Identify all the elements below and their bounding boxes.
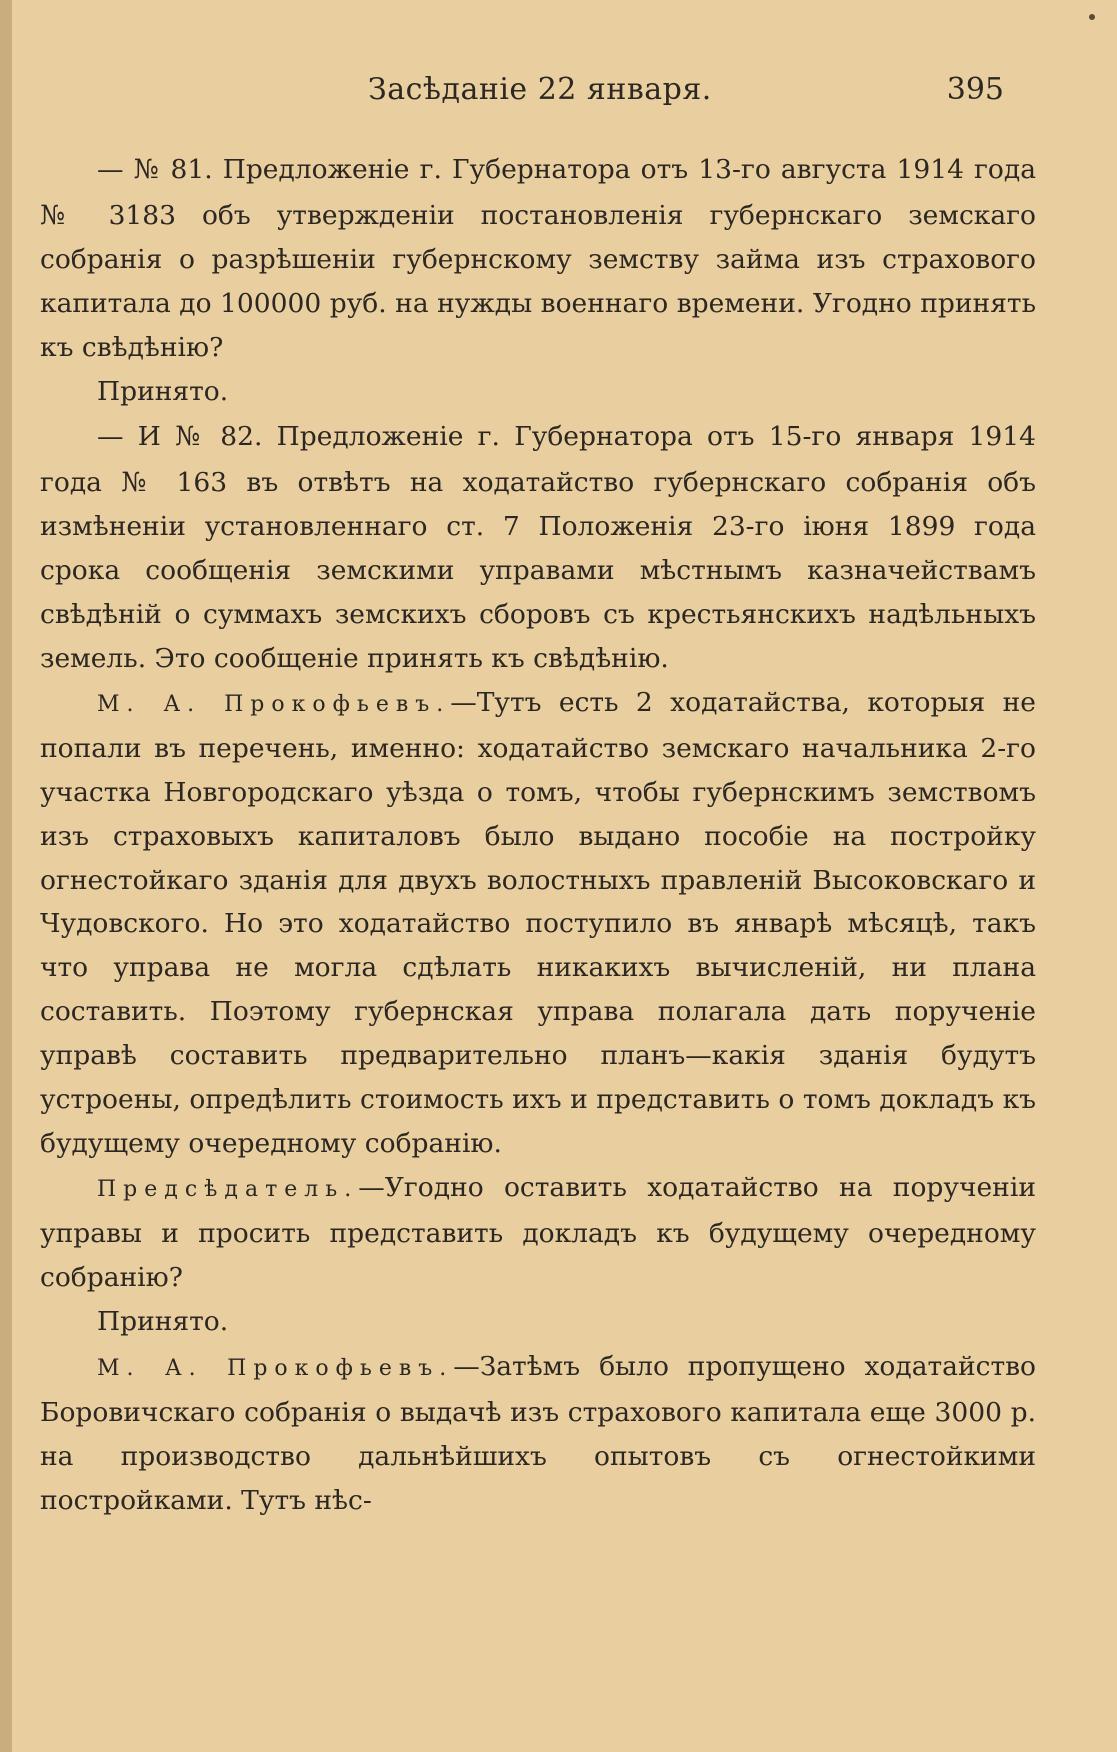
running-title: Засѣданіе 22 января. bbox=[368, 72, 712, 107]
ink-spot bbox=[1089, 14, 1095, 20]
running-header bbox=[58, 72, 1028, 112]
paragraph-text: — № 81. Предложеніе г. Губернатора отъ 13-го августа 1914 года № 3183 объ утвержденіи постановленія губернскаго земскаго собранія о разрѣшеніи губернскому земству займа изъ страхового капитала до 100000 руб. на нужды военнаго времени. Угодно принять къ свѣдѣнію? bbox=[40, 154, 1036, 363]
paragraph bbox=[40, 681, 1036, 1166]
paragraph bbox=[40, 148, 1036, 370]
paragraph bbox=[40, 370, 1036, 416]
paragraph bbox=[40, 1300, 1036, 1346]
paragraph-text: —Тутъ есть 2 ходатайства, которыя не попали въ перечень, именно: ходатайство земскаго начальника 2-го участка Новгородскаго уѣзда о томъ, чтобы губернскимъ земствомъ изъ страховыхъ капиталовъ было выдано пособіе на постройку огнестойкаго зданія для двухъ волостныхъ правленій Высоковскаго и Чудовского. Но это ходатайство поступило въ январѣ мѣсяцѣ, такъ что управа не могла сдѣлать никакихъ вычисленій, ни плана составить. Поэтому губернская управа полагала дать порученіе управѣ составить предварительно планъ—какія зданія будутъ устроены, опредѣлить стоимость ихъ и представить о томъ докладъ къ будущему очередному собранію. bbox=[40, 686, 1036, 1159]
page-edge bbox=[0, 0, 12, 1752]
paragraph bbox=[40, 415, 1036, 680]
paragraph bbox=[40, 1166, 1036, 1300]
paragraph-text: —Затѣмъ было пропущено ходатайство Боровичскаго собранія о выдачѣ изъ страхового капитала еще 3000 р. на производство дальнѣйшихъ опытовъ съ огнестойкими постройками. Тутъ нѣс- bbox=[40, 1351, 1036, 1517]
speaker-name: Предсѣдатель. bbox=[97, 1176, 359, 1202]
speaker-name: М. А. Прокофьевъ. bbox=[97, 691, 451, 717]
paragraph-text: Принято. bbox=[97, 375, 229, 407]
paragraph-text: Принято. bbox=[97, 1305, 229, 1337]
paragraph-text: — И № 82. Предложеніе г. Губернатора отъ 15-го января 1914 года № 163 въ отвѣтъ на ходатайство губернскаго собранія объ измѣненіи установленнаго ст. 7 Положенія 23-го іюня 1899 года срока сообщенія земскими управами мѣстнымъ казначействамъ свѣдѣній о суммахъ земскихъ сборовъ съ крестьянскихъ надѣльныхъ земель. Это сообщеніе принять къ свѣдѣнію. bbox=[40, 421, 1036, 674]
paragraph-text: —Угодно оставить ходатайство на порученіи управы и просить представить докладъ къ будущему очередному собранію? bbox=[40, 1171, 1036, 1293]
speaker-name: М. А. Прокофьевъ. bbox=[97, 1356, 454, 1382]
paragraph bbox=[40, 1345, 1036, 1523]
body-text bbox=[40, 148, 1036, 1523]
page-number: 395 bbox=[946, 72, 1004, 107]
